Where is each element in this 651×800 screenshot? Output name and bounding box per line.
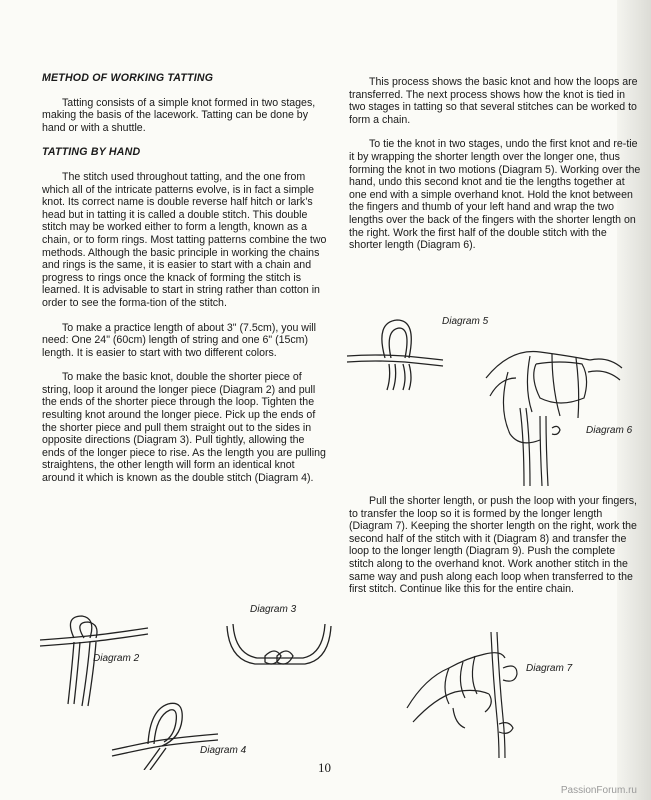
diagram-7-illustration [405,628,555,758]
paragraph-basic-knot: To make the basic knot, double the shorter piece of string, loop it around the longer piece (Diagram 2) and pull the ends of the shorter piece through the loop. Tighten the resulting knot around the longer piece. Pick up the ends of the shorter piece and pull them straight out to the sides in opposite directions (Diagram 3). Pull tightly, allowing the ends of the longer piece to rise. As the length you are pulling straightens, the other length will form an identical knot around it which is known as the double stitch (Diagram 4). [42,371,326,485]
diagram-6-caption: Diagram 6 [586,425,633,436]
section-heading-method: METHOD OF WORKING TATTING [42,72,214,84]
diagram-3-caption: Diagram 3 [250,604,297,615]
diagram-4-caption: Diagram 4 [200,745,247,756]
section-heading-tatting-by-hand: TATTING BY HAND [42,146,141,159]
diagram-5-illustration [345,312,445,392]
paragraph-transfer-loop: Pull the shorter length, or push the loop with your fingers, to transfer the loop so it is formed by the longer length (Diagram 7). Keeping the shorter length on the right, work the second half of the stitch with it (Diagram 8) and transfer the loop to the longer length (Diagram 9). Push the complete stitch along to the overhand knot. Work another stitch in the same way and push along each loop when transferred to the first stitch. Continue like this for the entire chain. [349,495,637,596]
diagram-7-caption: Diagram 7 [526,663,573,674]
left-column [42,72,328,497]
right-column-top [349,76,641,264]
paragraph-process: This process shows the basic knot and how the loops are transferred. The next process shows how the knot is tied in two stages in tatting so that several stitches can be worked to form a chain. [349,76,638,126]
diagram-6-illustration [480,338,625,488]
diagram-5-caption: Diagram 5 [442,316,489,327]
paragraph-double-stitch: The stitch used throughout tatting, and the one from which all of the intricate patterns evolve, is in fact a simple knot. Its correct name is double reverse half hitch or lark’s head but in tatting it is called a double stitch. This double stitch may be worked either to form a length, known as a chain, or to form rings. Most tatting patterns combine the two methods. Although the basic principle in working the chains and rings is the same, it is easier to start with a chain and progress to rings once the knack of forming the stitch is learned. It is advisable to start in string rather than cotton in order to see the forma-tion of the stitch. [42,170,327,309]
diagram-4-illustration [110,690,220,770]
watermark: PassionForum.ru [560,785,637,796]
paragraph-two-stages: To tie the knot in two stages, undo the first knot and re-tie it by wrapping the shorter length over the longer one, thus forming the knot in two motions (Diagram 5). Working over the hand, undo this second knot and tie the lengths together at one end with a simple overhand knot. Hold the knot between the fingers and thumb of your left hand and wrap the two lengths over the back of the fingers with the shorter length on the right. Work the first half of the double stitch with the shorter length (Diagram 6). [349,138,641,252]
paragraph-materials: To make a practice length of about 3" (7.5cm), you will need: One 24" (60cm) length of string and one 6" (15cm) length. It is easier to start with two different colors. [42,321,317,359]
diagram-3-illustration [225,620,335,680]
page-number: 10 [318,760,331,775]
diagram-2-caption: Diagram 2 [93,653,140,664]
right-column-middle [349,495,641,608]
paragraph-method: Tatting consists of a simple knot formed in two stages, making the basis of the lacework. Tatting can be done by hand or with a shuttle. [42,96,316,134]
